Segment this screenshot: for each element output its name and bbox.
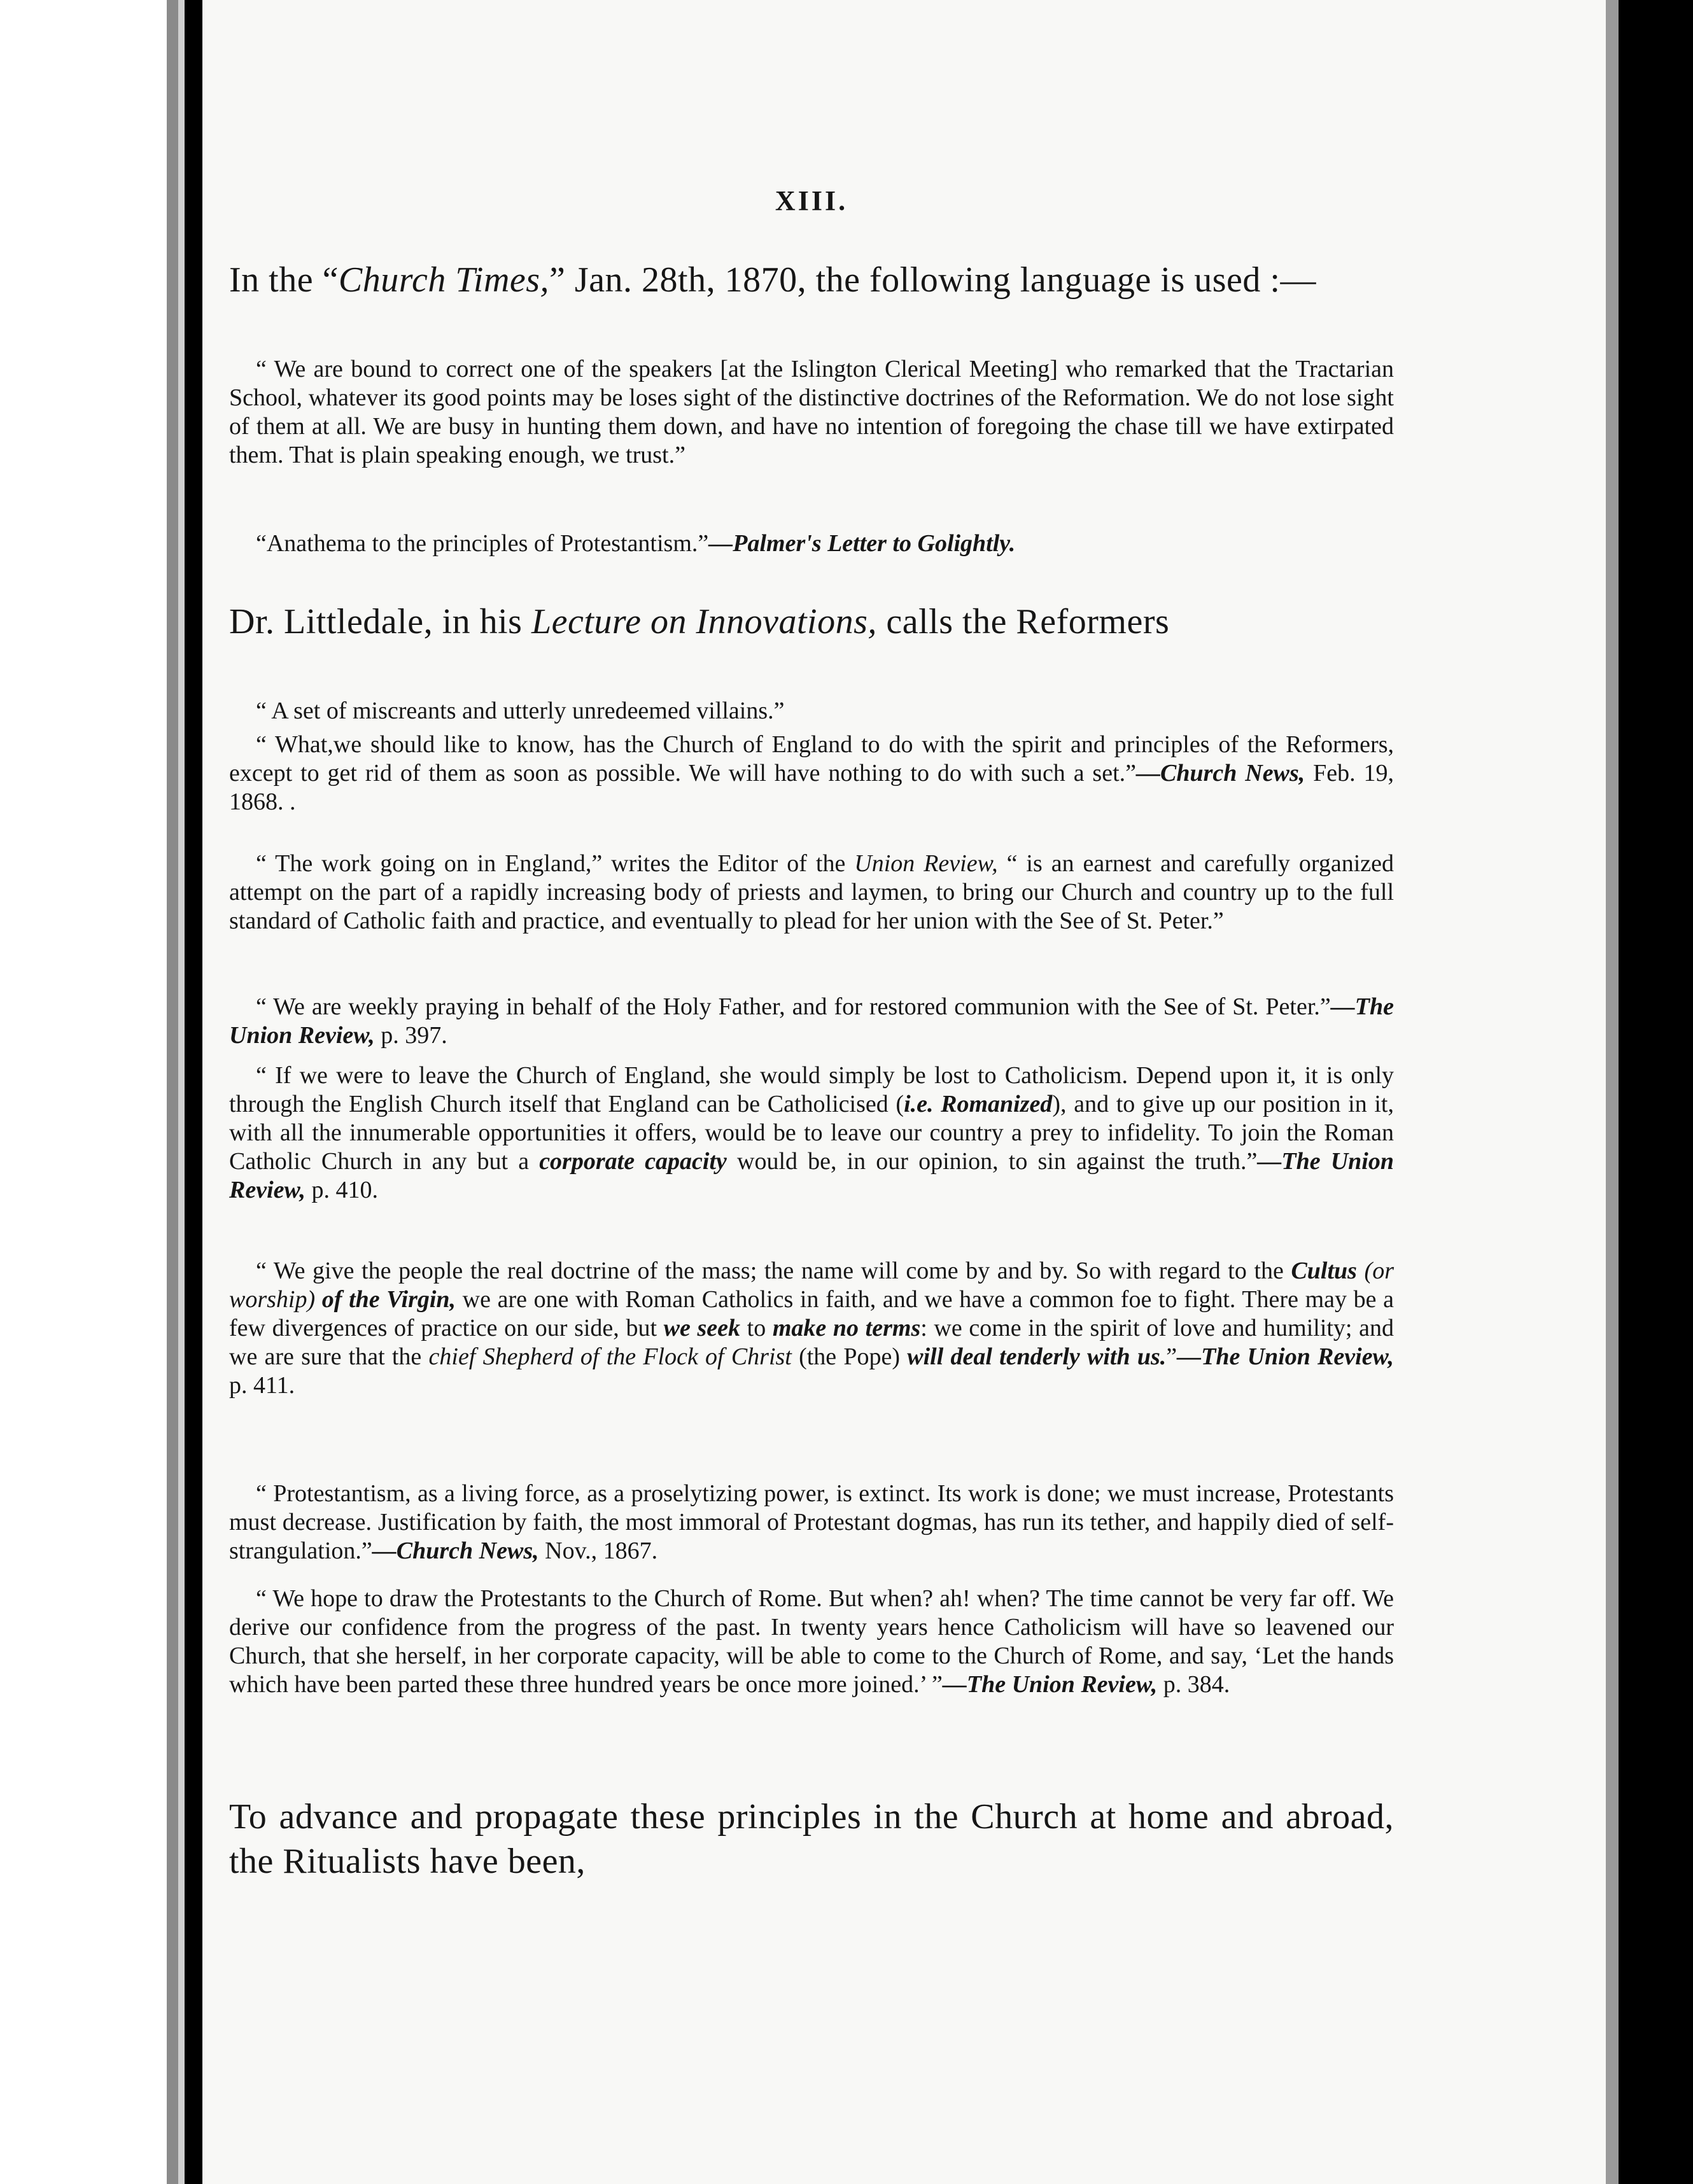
quote-union-review-editor: “ The work going on in England,” writes the Editor of the Union Review, “ is an earnest and carefully organized attempt on the part of a rapidly increasing body of priests and laymen, to bring our Church and country up to the full standard of Catholic faith and practice, and eventually to plead for her union with the See of St. Peter.”: [229, 850, 1394, 934]
intro-text: In the “: [229, 260, 339, 300]
church-news-citation: —Church News,: [1136, 760, 1305, 787]
littledale-paragraph: Dr. Littledale, in his Lecture on Innovations, calls the Reformers: [229, 602, 1170, 641]
quote-miscreants: “ A set of miscreants and utterly unredeemed villains.”: [256, 697, 785, 724]
quote-palmer: “Anathema to the principles of Protestantism.”—Palmer's Letter to Golightly.: [256, 530, 1016, 557]
lecture-title: Lecture on Innovations,: [531, 602, 877, 641]
quote-church-news-1868: “ What,we should like to know, has the Church of England to do with the spirit and principles of the Reformers, except to get rid of them as soon as possible. We will have nothing to do with such a set.”—Church News, Feb. 19, 1868. .: [229, 731, 1394, 815]
facing-page-edge: [0, 0, 185, 2184]
church-times-title: Church Times,: [338, 260, 550, 300]
gutter-shadow: [167, 0, 178, 2184]
union-review-title: Union Review,: [854, 850, 998, 877]
quote-church-of-rome: “ We hope to draw the Protestants to the Church of Rome. But when? ah! when? The time cannot be very far off. We derive our confidence from the progress of the past. In twenty years hence Catholicism will have so leavened our Church, that she herself, in her corporate capacity, will be able to come to the Church of Rome, and say, ‘Let the hands which have been parted these three hundred years be once more joined.’ ”—The Union Review, p. 384.: [229, 1585, 1394, 1698]
quote-holy-father: “ We are weekly praying in behalf of the Holy Father, and for restored communion with the See of St. Peter.”—The Union Review, p. 397.: [229, 993, 1394, 1049]
intro-text-end: ” Jan. 28th, 1870, the following language is used :—: [549, 260, 1316, 300]
page-number: XIII.: [775, 185, 848, 216]
quote-mass: “ We give the people the real doctrine of the mass; the name will come by and by. So with regard to the Cultus (or worship) of the Virgin, we are one with Roman Catholics in faith, and we have a common foe to fight. There may be a few divergences of practice on our side, but we seek to make no terms: we come in the spirit of love and humility; and we are sure that the chief Shepherd of the Flock of Christ (the Pope) will deal tenderly with us.”—The Union Review, p. 411.: [229, 1257, 1394, 1399]
palmer-citation: —Palmer's Letter to Golightly.: [708, 530, 1016, 557]
quote-catholicised: “ If we were to leave the Church of England, she would simply be lost to Catholicism. Depend upon it, it is only through the English Church itself that England can be Catholicised (i.e. Romanized), and to give up our position in it, with all the innumerable opportunities it offers, would be to leave our country a prey to infidelity. To join the Roman Catholic Church in any but a corporate capacity would be, in our opinion, to sin against the truth.”—The Union Review, p. 410.: [229, 1062, 1394, 1203]
quote-church-times: “ We are bound to correct one of the speakers [at the Islington Clerical Meeting] who remarked that the Tractarian School, whatever its good points may be loses sight of the distinctive doctrines of the Reformation. We do not lose sight of them at all. We are busy in hunting them down, and have no intention of foregoing the chase till we have extirpated them. That is plain speaking enough, we trust.”: [229, 356, 1394, 468]
intro-paragraph: [229, 258, 1394, 302]
page-edge-shadow: [1606, 0, 1619, 2184]
closing-paragraph: To advance and propagate these principles in the Church at home and abroad, the Ritualists have been,: [229, 1797, 1394, 1881]
quote-protestantism-extinct: “ Protestantism, as a living force, as a proselytizing power, is extinct. Its work is done; we must increase, Protestants must decrease. Justification by faith, the most immoral of Protestant dogmas, has run its tether, and happily died of self-strangulation.”—Church News, Nov., 1867.: [229, 1480, 1394, 1564]
